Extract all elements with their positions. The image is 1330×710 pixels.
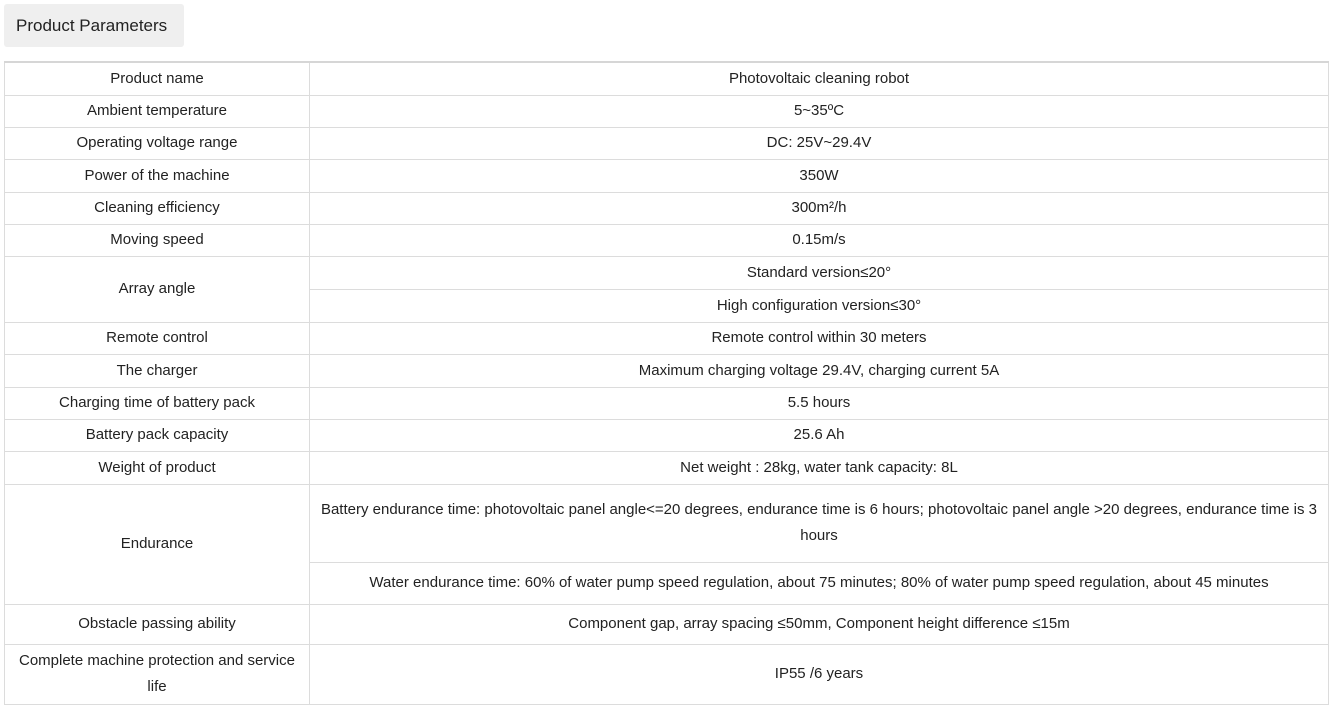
param-label-endurance: Endurance	[5, 484, 310, 604]
param-value-moving-speed: 0.15m/s	[310, 224, 1329, 256]
table-row	[5, 256, 1329, 289]
table-row	[5, 354, 1329, 387]
param-value-array-angle-standard: Standard version≤20°	[310, 256, 1329, 289]
param-label-array-angle: Array angle	[5, 256, 310, 322]
param-value-charger: Maximum charging voltage 29.4V, charging current 5A	[310, 354, 1329, 387]
table-row	[5, 644, 1329, 704]
param-value-charging-time: 5.5 hours	[310, 387, 1329, 419]
param-label-protection: Complete machine protection and service life	[5, 644, 310, 704]
table-row	[5, 484, 1329, 562]
table-row	[5, 451, 1329, 484]
param-label-charger: The charger	[5, 354, 310, 387]
param-label-weight: Weight of product	[5, 451, 310, 484]
product-parameters-table	[4, 61, 1329, 705]
param-value-ambient-temperature: 5~35ºC	[310, 95, 1329, 127]
table-row	[5, 159, 1329, 192]
table-row	[5, 604, 1329, 644]
table-row	[5, 62, 1329, 95]
table-row	[5, 419, 1329, 451]
table-row	[5, 224, 1329, 256]
param-value-power: 350W	[310, 159, 1329, 192]
param-label-power: Power of the machine	[5, 159, 310, 192]
param-label-battery-capacity: Battery pack capacity	[5, 419, 310, 451]
param-value-obstacle-passing: Component gap, array spacing ≤50mm, Component height difference ≤15m	[310, 604, 1329, 644]
param-value-product-name: Photovoltaic cleaning robot	[310, 62, 1329, 95]
param-label-charging-time: Charging time of battery pack	[5, 387, 310, 419]
table-row	[5, 192, 1329, 224]
table-row	[5, 95, 1329, 127]
table-row	[5, 127, 1329, 159]
param-value-protection: IP55 /6 years	[310, 644, 1329, 704]
param-value-operating-voltage: DC: 25V~29.4V	[310, 127, 1329, 159]
table-row	[5, 322, 1329, 354]
param-label-obstacle-passing: Obstacle passing ability	[5, 604, 310, 644]
param-value-array-angle-high: High configuration version≤30°	[310, 289, 1329, 322]
param-label-product-name: Product name	[5, 62, 310, 95]
param-label-remote-control: Remote control	[5, 322, 310, 354]
param-value-endurance-battery: Battery endurance time: photovoltaic panel angle<=20 degrees, endurance time is 6 hours; photovoltaic panel angle >20 degrees, endurance time is 3 hours	[310, 484, 1329, 562]
param-label-moving-speed: Moving speed	[5, 224, 310, 256]
table-row	[5, 387, 1329, 419]
param-value-cleaning-efficiency: 300m²/h	[310, 192, 1329, 224]
tab-product-parameters[interactable]: Product Parameters	[4, 4, 184, 47]
param-value-endurance-water: Water endurance time: 60% of water pump speed regulation, about 75 minutes; 80% of water pump speed regulation, about 45 minutes	[310, 562, 1329, 604]
param-label-ambient-temperature: Ambient temperature	[5, 95, 310, 127]
param-label-operating-voltage: Operating voltage range	[5, 127, 310, 159]
param-label-cleaning-efficiency: Cleaning efficiency	[5, 192, 310, 224]
param-value-remote-control: Remote control within 30 meters	[310, 322, 1329, 354]
param-value-weight: Net weight : 28kg, water tank capacity: 8L	[310, 451, 1329, 484]
param-value-battery-capacity: 25.6 Ah	[310, 419, 1329, 451]
